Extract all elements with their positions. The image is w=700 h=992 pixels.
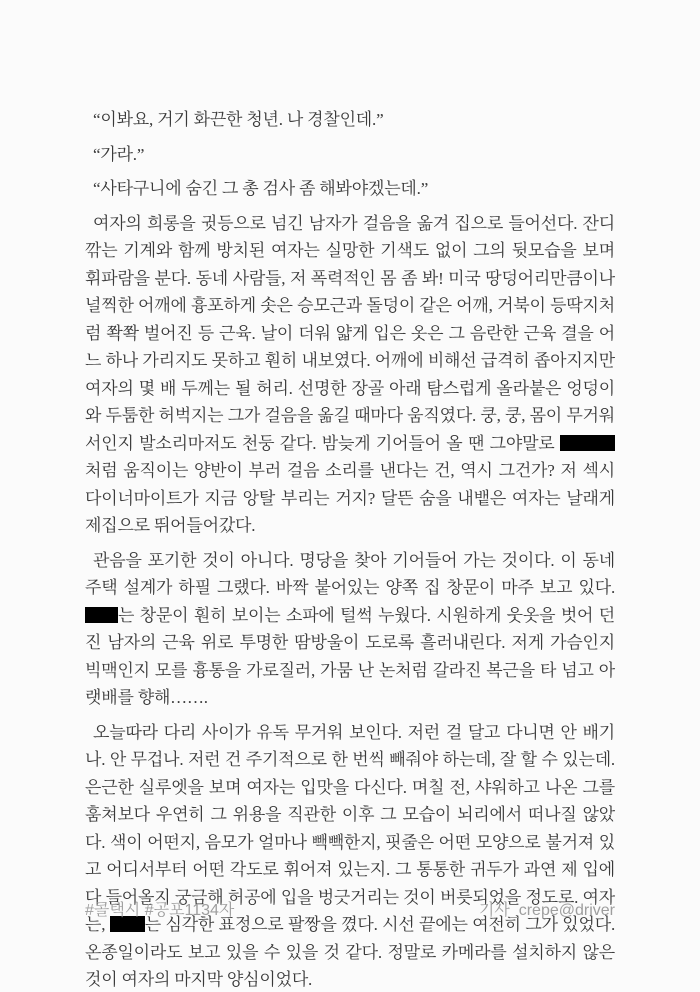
- dialogue-line-3: “사타구니에 숨긴 그 총 검사 좀 해봐야겠는데.”: [93, 179, 429, 198]
- footer: [85, 897, 615, 920]
- story-paragraph-3: [85, 719, 615, 992]
- story-body: [85, 106, 615, 992]
- story-paragraph-1: [85, 210, 615, 540]
- paragraph-2-text-before: 관음을 포기한 것이 아니다. 명당을 찾아 기어들어 가는 것이다. 이 동네 주택 설계가 하필 그랬다. 바짝 붙어있는 양쪽 집 창문이 마주 보고 있다.: [85, 550, 615, 597]
- hashtags: #콜택시 #공포1134자: [85, 902, 235, 919]
- paragraph-3-text-before: 오늘따라 다리 사이가 유독 무거워 보인다. 저런 걸 달고 다니면 안 배기나. 안 무겁나. 저런 건 주기적으로 한 번씩 빼줘야 하는데, 잘 할 수 있는데. 은근한 실루엣을 보며 여자는 입맛을 다신다. 며칠 전, 샤워하고 나온 그를 훔쳐보다 우연히 그 위용을 직관한 이후 그 모습이 뇌리에서 떠나질 않았다. 색이 어떤지, 음모가 얼마나 빽빽한지, 핏줄은 어떤 모양으로 불거져 있고 어디서부터 어떤 각도로 휘어져 있는지. 그 통통한 귀두가 과연 제 입에 다 들어올지 궁금해 허공에 입을 벙긋거리는 것이 버릇되었을 정도로. 여자는,: [85, 722, 615, 934]
- paragraph-3-text-after: 는 심각한 표정으로 팔짱을 꼈다. 시선 끝에는 여전히 그가 있었다. 온종일이라도 보고 있을 수 있을 것 같다. 정말로 카메라를 설치하지 않은 것이 여자의 마지막 양심이었다.: [85, 915, 615, 989]
- paragraph-1-text-before: 여자의 희롱을 귓등으로 넘긴 남자가 걸음을 옮겨 집으로 들어선다. 잔디 깎는 기계와 함께 방치된 여자는 실망한 기색도 없이 그의 뒷모습을 보며 휘파람을 분다. 동네 사람들, 저 폭력적인 몸 좀 봐! 미국 땅덩어리만큼이나 널찍한 어깨에 흉포하게 솟은 승모근과 돌덩이 같은 어깨, 거북이 등딱지처럼 쫙쫙 벌어진 등 근육. 날이 더워 얇게 입은 옷은 그 음란한 근육 결을 어느 하나 가리지도 못하고 훤히 내보였다. 어깨에 비해선 급격히 좁아지지만 여자의 몇 배 두께는 될 허리. 선명한 장골 아래 탐스럽게 올라붙은 엉덩이와 두툼한 허벅지는 그가 걸음을 옮길 때마다 움직였다. 쿵, 쿵, 몸이 무거워서인지 발소리마저도 천둥 같다. 밤늦게 기어들어 올 땐 그야말로: [85, 213, 615, 453]
- story-paragraph-2: [85, 547, 615, 712]
- paragraph-1-text-after: 처럼 움직이는 양반이 부러 걸음 소리를 낸다는 건, 역시 그건가? 저 섹시 다이너마이트가 지금 앙탈 부리는 거지? 달뜬 숨을 내뱉은 여자는 날래게 제집으로 뛰어들어갔다.: [85, 461, 615, 535]
- redaction-box-2: [85, 607, 118, 623]
- paragraph-2-text-after: 는 창문이 훤히 보이는 소파에 털썩 누웠다. 시원하게 웃옷을 벗어 던진 남자의 근육 위로 투명한 땀방울이 도로록 흘러내린다. 저게 가슴인지 빅맥인지 모를 흉통을 가로질러, 가뭄 난 논처럼 갈라진 복근을 타 넘고 아랫배를 향해…….: [85, 605, 615, 707]
- author-credit: 기사_crepe@driver: [478, 902, 615, 919]
- redaction-box-1: [560, 435, 615, 451]
- dialogue-line-1: “이봐요, 거기 화끈한 청년. 나 경찰인데.”: [93, 110, 384, 129]
- dialogue-line-2: “가라.”: [93, 144, 145, 164]
